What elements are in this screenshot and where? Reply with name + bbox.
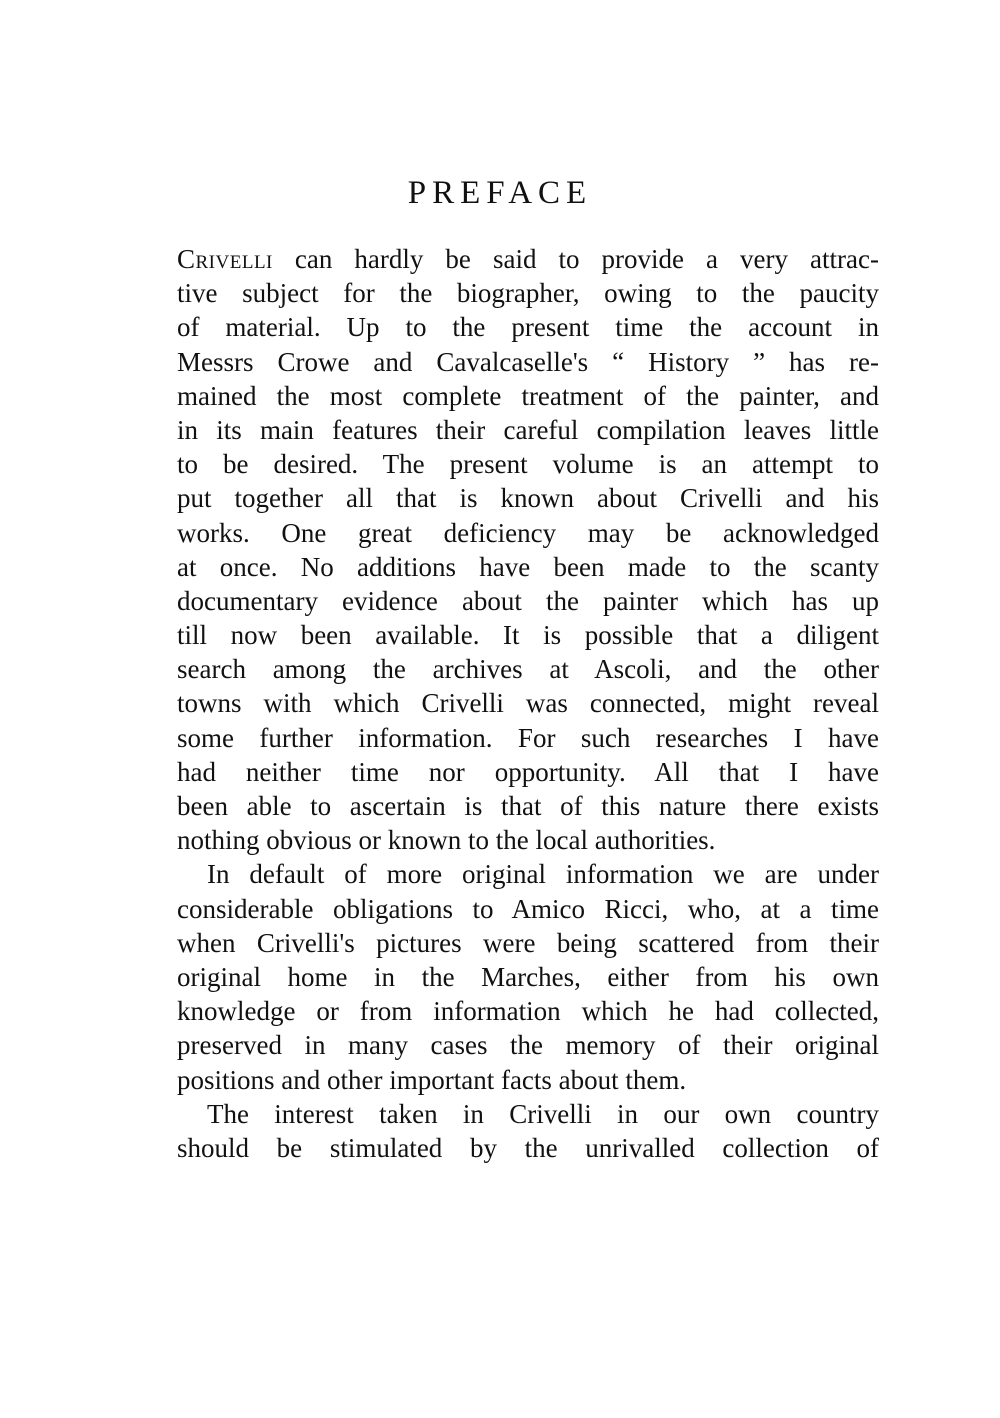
text-line: In default of more original information we are under	[207, 859, 879, 890]
drop-word: Crivelli	[177, 244, 273, 274]
text-line: nothing obvious or known to the local authorities.	[177, 825, 716, 856]
text-line: till now been available. It is possible that a diligent	[177, 620, 879, 651]
text-line: been able to ascertain is that of this nature there exists	[177, 791, 879, 821]
text-line: knowledge or from information which he had collected,	[177, 996, 879, 1027]
text-line: at once. No additions have been made to the scanty	[177, 551, 879, 582]
text-line: Messrs Crowe and Cavalcaselle's “ History ” has re-	[177, 346, 879, 377]
text-line: search among the archives at Ascoli, and the other	[177, 654, 879, 685]
text-line: to be desired. The present volume is an attempt to	[177, 449, 879, 480]
text-line: original home in the Marches, either from his own	[177, 961, 879, 992]
preface-body	[177, 242, 879, 1165]
paragraph-1	[177, 242, 879, 857]
page-title: PREFACE	[407, 175, 593, 211]
paragraph-2	[177, 857, 879, 1096]
text-line: preserved in many cases the memory of their original	[177, 1030, 879, 1061]
text-line: Crivelli can hardly be said to provide a very attrac-	[177, 244, 879, 274]
text-line: tive subject for the biographer, owing to the paucity	[177, 278, 879, 309]
text-line: put together all that is known about Crivelli and his	[177, 483, 879, 514]
text-line: should be stimulated by the unrivalled collection of	[177, 1132, 879, 1163]
paragraph-3	[177, 1097, 879, 1165]
text-line: considerable obligations to Amico Ricci, who, at a time	[177, 893, 879, 924]
text-line: some further information. For such researches I have	[177, 722, 879, 753]
text-line: in its main features their careful compilation leaves little	[177, 414, 879, 445]
text-line: mained the most complete treatment of the painter, and	[177, 380, 879, 411]
text-line: documentary evidence about the painter which has up	[177, 585, 879, 616]
text-line: had neither time nor opportunity. All that I have	[177, 756, 879, 787]
text-line: of material. Up to the present time the account in	[177, 312, 879, 343]
text-line: when Crivelli's pictures were being scattered from their	[177, 927, 879, 958]
text-line: positions and other important facts about them.	[177, 1064, 687, 1095]
text-line: The interest taken in Crivelli in our own country	[207, 1098, 879, 1129]
text-line: works. One great deficiency may be acknowledged	[177, 517, 879, 548]
text-line: towns with which Crivelli was connected, might reveal	[177, 688, 879, 719]
